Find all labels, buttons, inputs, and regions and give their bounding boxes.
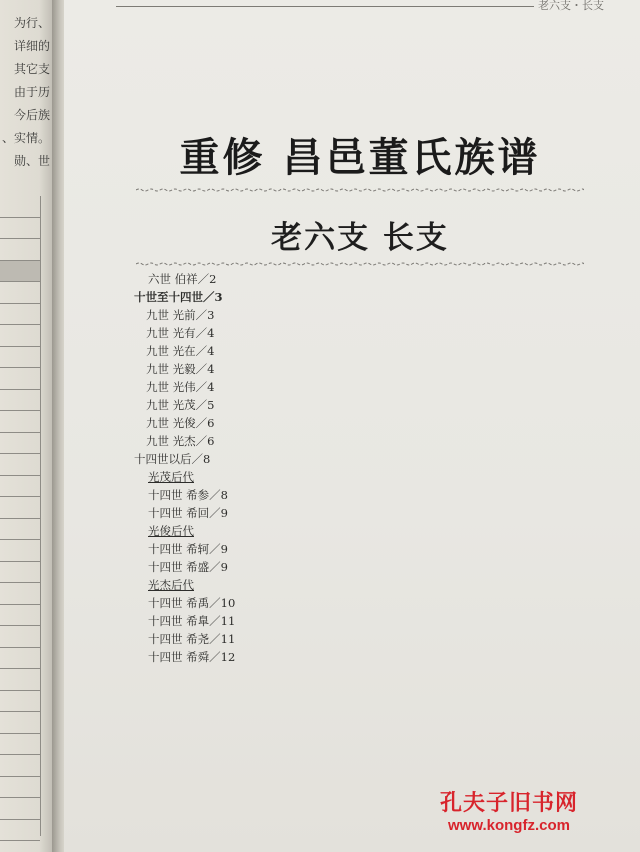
toc-entry: 九世 光毅／4 <box>146 362 215 376</box>
watermark-url: www.kongfz.com <box>448 817 570 834</box>
toc-entry: 九世 光杰／6 <box>146 434 215 448</box>
page-title: 重修 昌邑董氏族谱 <box>179 134 541 181</box>
toc-entry: 九世 光伟／4 <box>146 380 215 394</box>
ruled-row <box>0 454 40 476</box>
toc-entry: 九世 光在／4 <box>146 344 215 358</box>
left-page-line: 其它支 <box>13 62 50 76</box>
section-subtitle: 老六支 长支 <box>271 220 449 256</box>
ruled-row <box>0 540 40 562</box>
ruled-row <box>0 691 40 713</box>
watermark-name: 孔夫子旧书网 <box>439 791 578 816</box>
ruled-row <box>0 325 40 347</box>
left-page-line: 、实情。 <box>1 131 50 145</box>
ruled-row <box>0 411 40 433</box>
ruled-row <box>0 648 40 670</box>
ruled-row <box>0 583 40 605</box>
toc-entry: 九世 光有／4 <box>146 326 215 340</box>
ruled-table <box>0 196 40 836</box>
ruled-row <box>0 820 40 842</box>
toc-entry: 十四世 希轲／9 <box>148 542 228 556</box>
left-page-line: 详细的 <box>13 39 50 53</box>
running-head: 老六支・长支 <box>534 0 640 13</box>
title-divider-top <box>136 188 584 192</box>
toc-entry: 九世 光前／3 <box>146 308 215 322</box>
ruled-row <box>0 562 40 584</box>
ruled-row <box>0 261 40 283</box>
left-page-line: 由于历 <box>13 85 50 99</box>
ruled-row <box>0 755 40 777</box>
right-page <box>64 0 640 852</box>
watermark <box>384 786 634 834</box>
ruled-row <box>0 239 40 261</box>
toc-entry: 十四世 希臯／11 <box>148 614 236 628</box>
ruled-row <box>0 626 40 648</box>
toc-section-heading: 光杰后代 <box>148 578 194 592</box>
left-page <box>0 0 56 852</box>
toc-entry: 十四世 希回／9 <box>148 506 228 520</box>
ruled-row <box>0 368 40 390</box>
toc-entry: 十四世 希舜／12 <box>148 650 236 664</box>
ruled-row <box>0 605 40 627</box>
ruled-row <box>0 669 40 691</box>
ruled-row <box>0 798 40 820</box>
ruled-row <box>0 390 40 412</box>
ruled-row <box>0 712 40 734</box>
toc-entry: 十四世 希盛／9 <box>148 560 228 574</box>
ruled-row <box>0 218 40 240</box>
ruled-row <box>0 347 40 369</box>
left-page-line: 为行、 <box>13 16 50 30</box>
toc-entry: 九世 光俊／6 <box>146 416 215 430</box>
toc-entry: 六世 伯祥／2 <box>148 272 217 286</box>
ruled-row <box>0 196 40 218</box>
ruled-row <box>0 734 40 756</box>
ruled-row <box>0 497 40 519</box>
left-page-line: 今后族 <box>13 108 50 122</box>
ruled-row <box>0 282 40 304</box>
table-of-contents <box>64 270 384 666</box>
toc-section-heading: 光俊后代 <box>148 524 194 538</box>
left-page-line: 勋、世 <box>13 154 50 168</box>
toc-entry: 十四世 希参／8 <box>148 488 228 502</box>
left-page-text <box>2 12 50 173</box>
ruled-row <box>0 304 40 326</box>
toc-entry: 九世 光茂／5 <box>146 398 215 412</box>
toc-entry: 十四世 希尧／11 <box>148 632 236 646</box>
toc-entry: 十世至十四世／3 <box>134 290 223 304</box>
ruled-row <box>0 519 40 541</box>
ruled-table-border <box>40 196 41 836</box>
ruled-row <box>0 777 40 799</box>
toc-section-heading: 光茂后代 <box>148 470 194 484</box>
toc-entry: 十四世 希禹／10 <box>148 596 236 610</box>
ruled-row <box>0 476 40 498</box>
ruled-row <box>0 433 40 455</box>
title-divider-bottom <box>136 262 584 266</box>
toc-entry: 十四世以后／8 <box>134 452 211 466</box>
